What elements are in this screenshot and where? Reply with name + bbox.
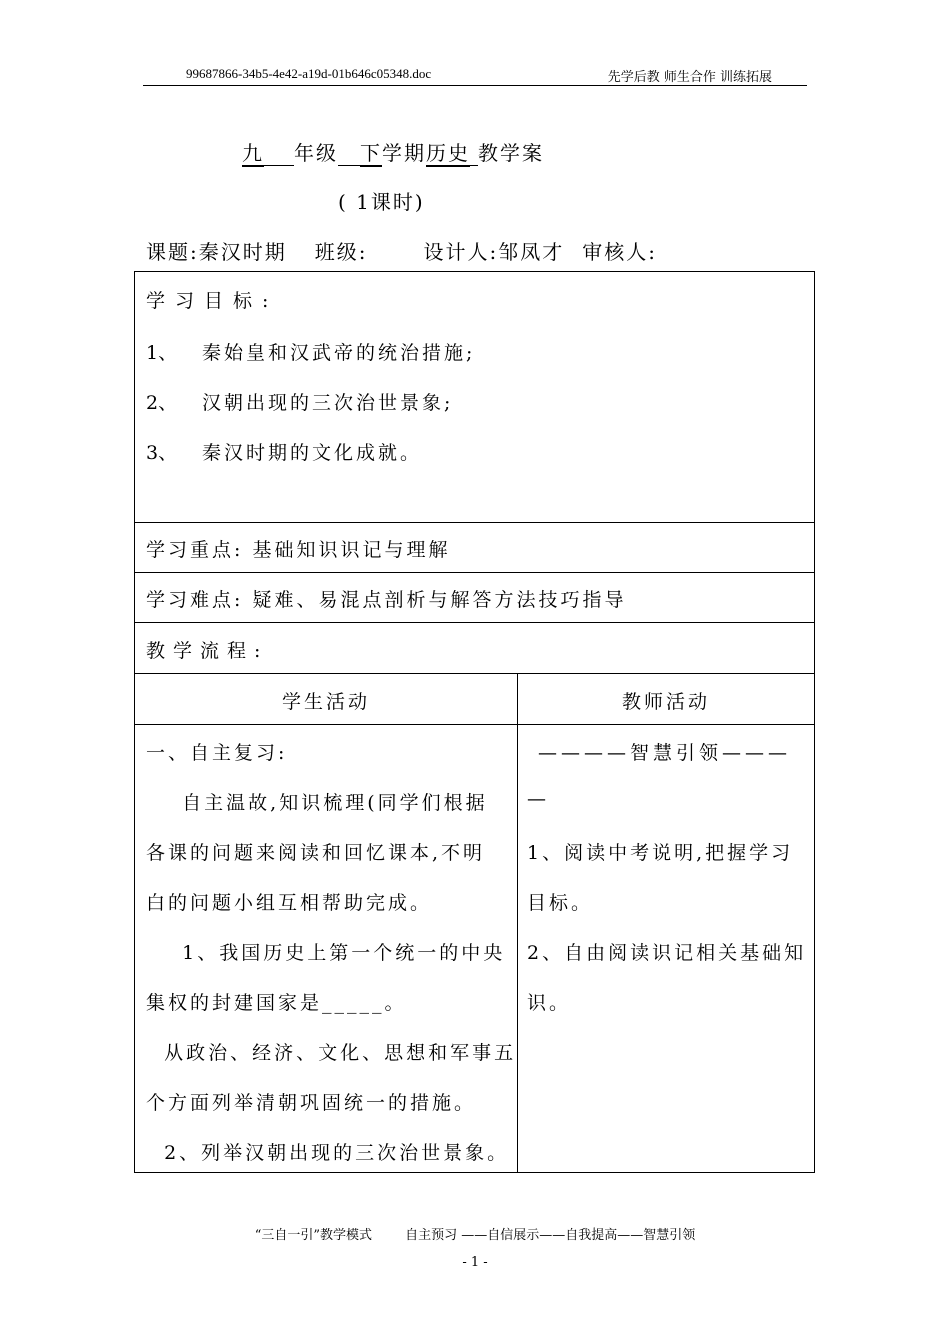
header-divider <box>143 85 807 86</box>
goal-text: 秦始皇和汉武帝的统治措施; <box>202 342 476 364</box>
teacher-line: 2、自由阅读识记相关基础知 <box>527 942 807 964</box>
student-line: 1、我国历史上第一个统一的中央 <box>146 942 506 964</box>
goals-title: 学习目标: <box>146 290 279 312</box>
goal-text: 汉朝出现的三次治世景象; <box>202 392 454 414</box>
goals-section <box>134 271 815 523</box>
student-line: 集权的封建国家是_____。 <box>146 992 407 1014</box>
title-subject: 历史 <box>426 141 470 165</box>
goal-item <box>146 438 422 465</box>
student-line: 各课的问题来阅读和回忆课本,不明 <box>146 842 486 864</box>
page-title <box>242 137 544 166</box>
student-line: 2、列举汉朝出现的三次治世景象。 <box>146 1142 510 1164</box>
flow-title-row <box>134 622 815 674</box>
student-line: 自主温故,知识梳理(同学们根据 <box>146 792 488 814</box>
student-line: 白的问题小组互相帮助完成。 <box>146 892 433 914</box>
header-motto: 先学后教 师生合作 训练拓展 <box>607 70 772 85</box>
student-header: 学生活动 <box>281 691 370 713</box>
reviewer-label: 审核人: <box>582 240 657 264</box>
designer-label: 设计人: <box>423 240 499 264</box>
difficulty-text: 学习难点: 疑难、易混点剖析与解答方法技巧指导 <box>146 589 627 611</box>
page-number: - 1 - <box>462 1255 488 1270</box>
lesson-count: ( 1课时) <box>338 190 425 214</box>
title-blank-3 <box>470 145 478 166</box>
difficulty-row <box>134 572 815 623</box>
teacher-header: 教师活动 <box>621 691 710 713</box>
class-label: 班级: <box>314 240 368 264</box>
student-line: 个方面列举清朝巩固统一的措施。 <box>146 1092 477 1114</box>
header-filename: 99687866-34b5-4e42-a19d-01b646c05348.doc <box>186 66 432 81</box>
teacher-line: 识。 <box>527 992 572 1014</box>
title-doc-type: 教学案 <box>478 141 544 165</box>
goal-number: 3、 <box>146 442 178 464</box>
flow-title: 教学流程: <box>146 640 269 662</box>
student-header-cell <box>135 673 518 724</box>
goal-item <box>146 338 475 365</box>
teacher-line: 目标。 <box>527 892 594 914</box>
key-point-text: 学习重点: 基础知识识记与理解 <box>146 539 451 561</box>
teacher-line: — <box>527 788 549 810</box>
column-header-row <box>134 673 815 725</box>
activities-row <box>134 724 815 1173</box>
goal-item <box>146 388 453 415</box>
student-line: 从政治、经济、文化、思想和军事五 <box>146 1042 517 1064</box>
title-blank-2 <box>338 145 360 166</box>
student-line: 一、自主复习: <box>146 742 288 764</box>
goal-number: 2、 <box>146 392 178 414</box>
goal-text: 秦汉时期的文化成就。 <box>202 442 423 464</box>
topic-label: 课题: <box>146 240 199 264</box>
title-term: 下 <box>360 141 382 165</box>
footer-text: “三自一引”教学模式 自主预习 ——自信展示——自我提高——智慧引领 <box>254 1228 696 1243</box>
designer-value: 邹凤才 <box>498 240 565 264</box>
key-point-row <box>134 522 815 573</box>
teacher-line: 1、阅读中考说明,把握学习 <box>527 842 794 864</box>
title-grade: 九 <box>242 141 264 165</box>
title-grade-suffix: 年级 <box>294 141 338 165</box>
meta-line <box>146 236 657 265</box>
goal-number: 1、 <box>146 342 178 364</box>
title-blank-1 <box>264 145 294 166</box>
title-term-suffix: 学期 <box>382 141 426 165</box>
student-cell <box>135 724 518 1172</box>
teacher-line: ————智慧引领——— <box>538 742 792 764</box>
topic-value: 秦汉时期 <box>198 240 287 264</box>
